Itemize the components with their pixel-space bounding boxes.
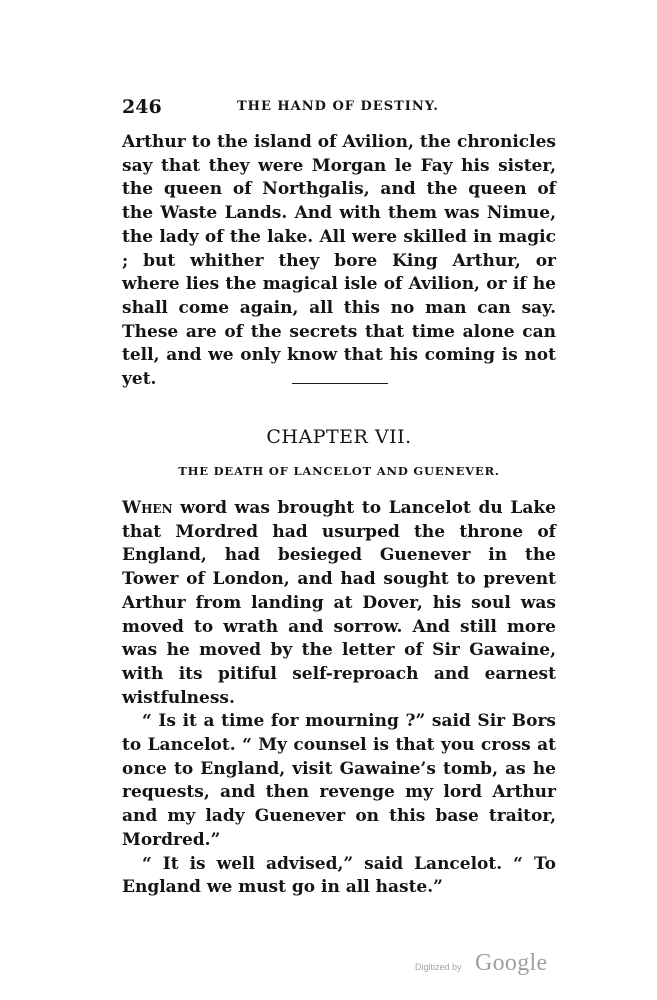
running-head <box>122 96 556 122</box>
chapter-paragraph-1 <box>122 497 556 710</box>
paragraph-lead-word: When <box>122 498 173 518</box>
chapter-paragraph-3: “ It is well advised,” said Lancelot. “ To England we must go in all haste.” <box>122 853 556 898</box>
google-watermark <box>415 950 565 980</box>
google-logo: Google <box>475 950 548 976</box>
chapter-paragraph-2: “ Is it a time for mourning ?” said Sir Bors to Lancelot. “ My counsel is that you cross at once to England, visit Gawaine’s tomb, as he requests, and then revenge my lord Arthur and my lady Guenever on this base traitor, Mordred.” <box>122 711 556 850</box>
paragraph-1-text: word was brought to Lancelot du Lake that Mordred had usurped the throne of England, had besieged Guenever in the Tower of London, and had sought to prevent Arthur from landing at Dover, his soul was moved to wrath and sorrow. And still more was he moved by the letter of Sir Gawaine, with its pitiful self-reproach and earnest wistfulness. <box>122 498 556 708</box>
continuation-paragraph <box>122 131 556 392</box>
chapter-heading: CHAPTER VII. <box>266 426 412 448</box>
page-number: 246 <box>122 96 162 118</box>
continuation-text: Arthur to the island of Avilion, the chronicles say that they were Morgan le Fay his sister, the queen of Northgalis, and the queen of the Waste Lands. And with them was Nimue, the lady of the lake. All were skilled in magic ; but whither they bore King Arthur, or where lies the magical isle of Avilion, or if he shall come again, all this no man can say. These are of the secrets that time alone can tell, and we only know that his coming is not yet. <box>122 132 556 390</box>
chapter-body <box>122 497 556 900</box>
section-divider <box>292 383 388 384</box>
chapter-subtitle: THE DEATH OF LANCELOT AND GUENEVER. <box>178 464 500 478</box>
running-title: THE HAND OF DESTINY. <box>237 99 439 114</box>
digitized-by-label: Digitized by <box>415 962 462 972</box>
